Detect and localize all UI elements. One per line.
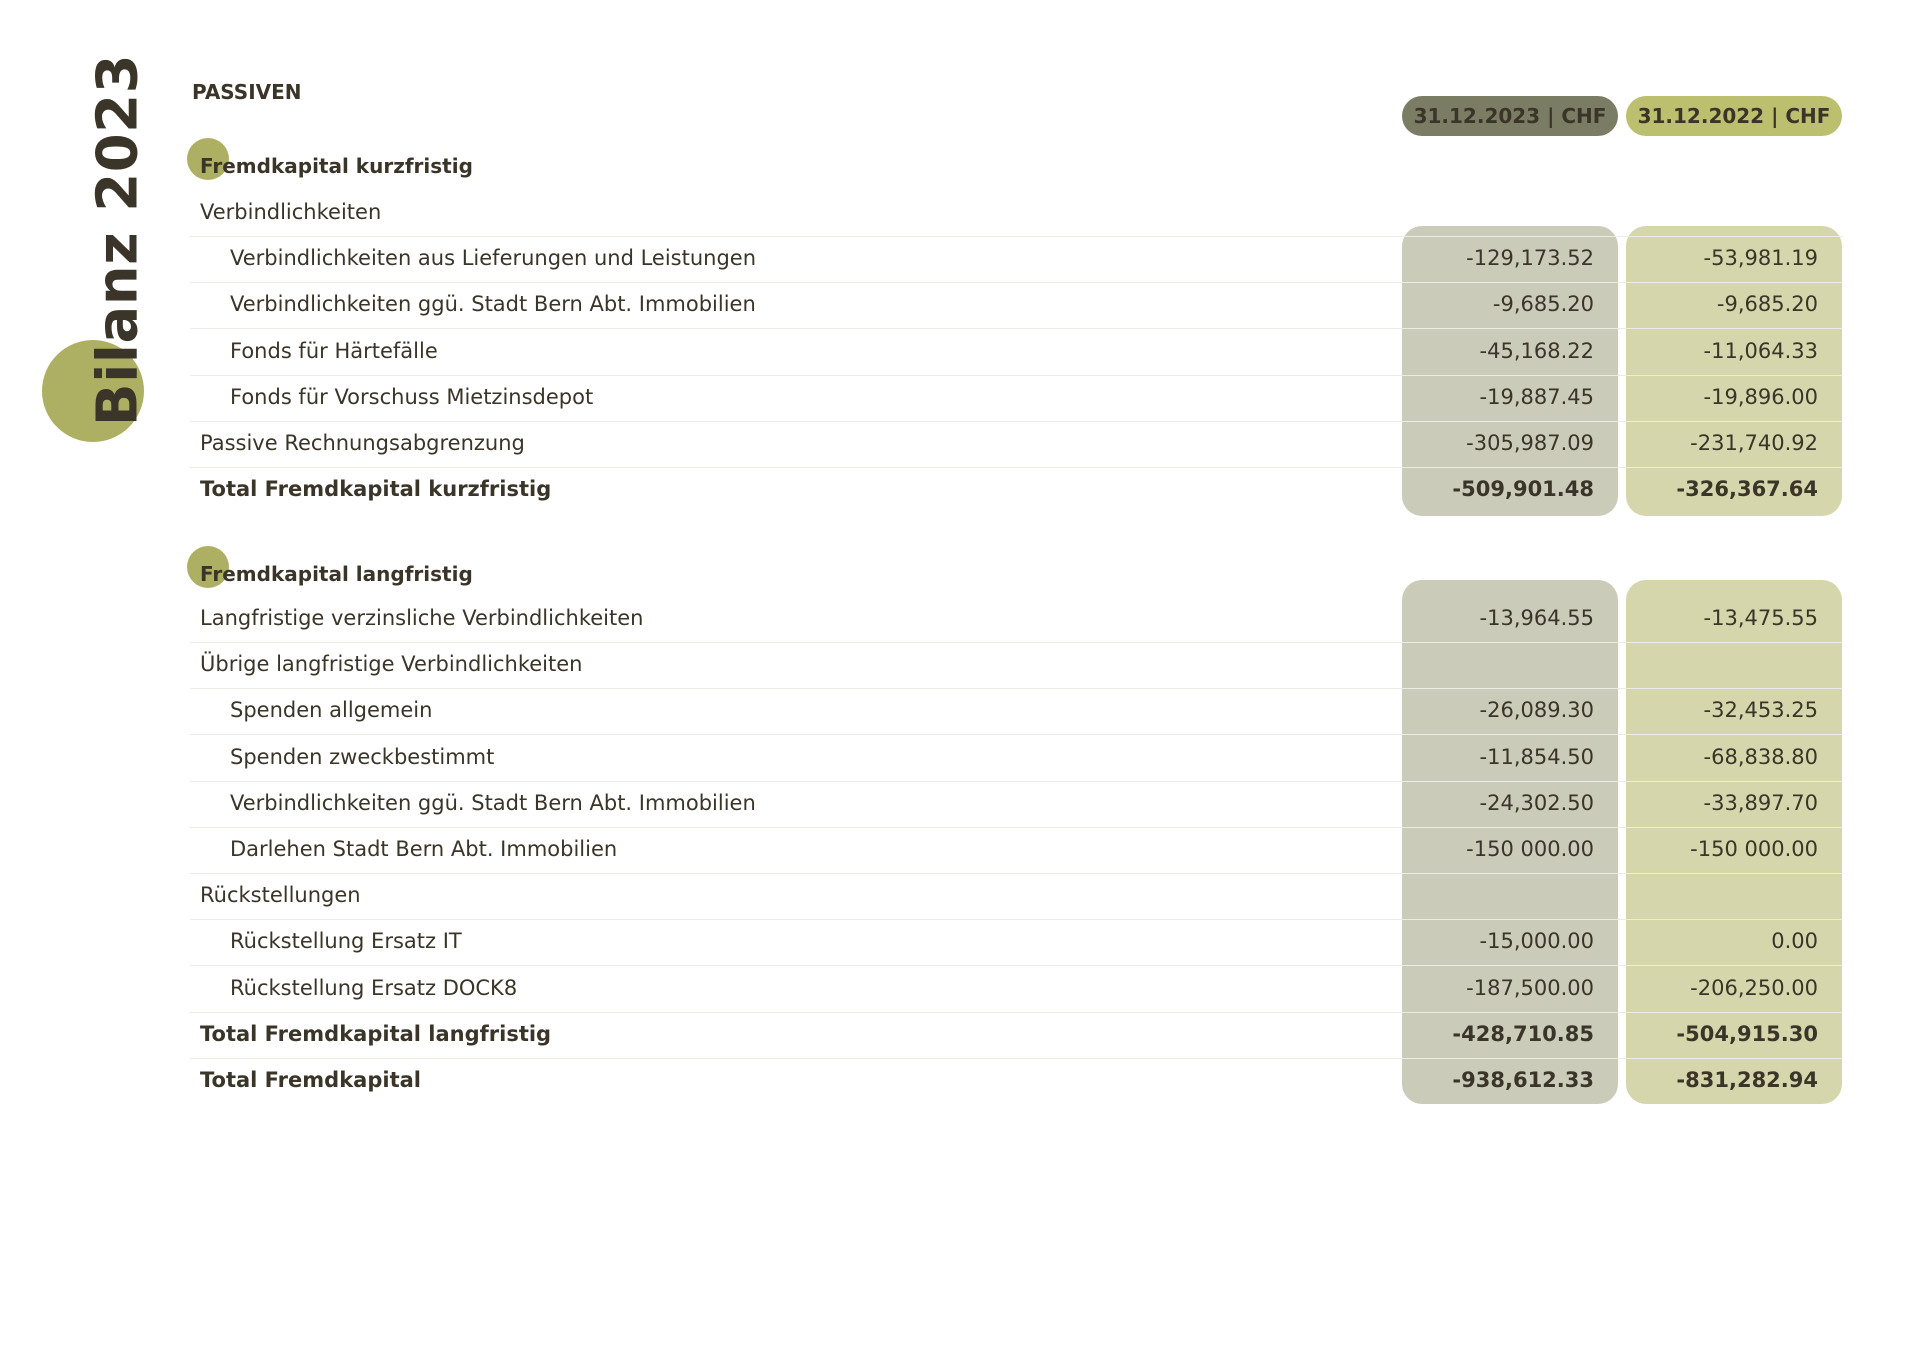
column-header-2022: 31.12.2022 | CHF (1626, 96, 1842, 136)
value-2023: -9,685.20 (1492, 292, 1594, 317)
table-row (190, 781, 1842, 828)
value-2023: -15,000.00 (1479, 929, 1594, 954)
value-2023: -187,500.00 (1466, 975, 1594, 1000)
value-2023: -13,964.55 (1479, 606, 1594, 630)
value-2023: -150 000.00 (1466, 837, 1594, 861)
value-2022: -326,367.64 (1676, 477, 1818, 502)
value-2022: -13,475.55 (1703, 606, 1818, 630)
value-2022: -831,282.94 (1676, 1068, 1818, 1092)
value-2022: -33,897.70 (1703, 790, 1818, 815)
value-2022: -32,453.25 (1703, 698, 1818, 723)
value-2023: -11,854.50 (1479, 744, 1594, 769)
value-2023: -509,901.48 (1452, 477, 1594, 502)
table-row (190, 966, 1842, 1013)
value-2022: -53,981.19 (1703, 246, 1818, 271)
value-2023: -19,887.45 (1479, 384, 1594, 409)
table-row (190, 375, 1842, 422)
table-row (190, 827, 1842, 874)
value-2022: -11,064.33 (1703, 338, 1818, 363)
value-2022: -150 000.00 (1690, 837, 1818, 861)
row-label: Passive Rechnungsabgrenzung (200, 431, 525, 455)
table-row (190, 642, 1842, 689)
value-2023: -938,612.33 (1452, 1068, 1594, 1092)
row-label: Rückstellung Ersatz DOCK8 (230, 975, 518, 1000)
value-2023: -129,173.52 (1466, 246, 1594, 271)
value-2023: -45,168.22 (1479, 338, 1594, 363)
row-label: Verbindlichkeiten aus Lieferungen und Leistungen (230, 246, 757, 271)
row-label: Total Fremdkapital langfristig (200, 1021, 552, 1046)
row-label: Fonds für Härtefälle (230, 338, 438, 363)
table-row (190, 329, 1842, 376)
row-label: Darlehen Stadt Bern Abt. Immobilien (230, 837, 618, 861)
table-row (190, 873, 1842, 920)
sidebar-title: Bilanz 2023 (85, 53, 151, 427)
row-label: Rückstellung Ersatz IT (230, 929, 462, 954)
table-row (190, 688, 1842, 735)
row-label: Langfristige verzinsliche Verbindlichkeiten (200, 606, 644, 630)
value-2022: -68,838.80 (1703, 744, 1818, 769)
row-label: Spenden zweckbestimmt (230, 744, 495, 769)
row-label: Total Fremdkapital kurzfristig (200, 477, 552, 502)
value-2023: -305,987.09 (1466, 431, 1594, 455)
value-2022: -9,685.20 (1716, 292, 1818, 317)
table-row (190, 421, 1842, 468)
column-header-2023: 31.12.2023 | CHF (1402, 96, 1618, 136)
value-2022: -19,896.00 (1703, 384, 1818, 409)
table-row (190, 735, 1842, 782)
row-label: Verbindlichkeiten ggü. Stadt Bern Abt. Immobilien (230, 292, 756, 317)
row-label: Übrige langfristige Verbindlichkeiten (200, 652, 583, 677)
table-row (190, 467, 1842, 513)
value-2023: -26,089.30 (1479, 698, 1594, 723)
value-2022: -231,740.92 (1690, 431, 1818, 455)
value-2022: -206,250.00 (1690, 975, 1818, 1000)
table-row (190, 282, 1842, 329)
row-label: Verbindlichkeiten ggü. Stadt Bern Abt. Immobilien (230, 790, 756, 815)
row-label: Verbindlichkeiten (200, 200, 382, 224)
value-2022: -504,915.30 (1676, 1021, 1818, 1046)
value-2023: -24,302.50 (1479, 790, 1594, 815)
row-label: Fonds für Vorschuss Mietzinsdepot (230, 384, 594, 409)
row-label: Total Fremdkapital (200, 1068, 421, 1092)
group-title-fremdkapital-langfristig: Fremdkapital langfristig (200, 562, 473, 586)
value-2023: -428,710.85 (1452, 1021, 1594, 1046)
table-row (190, 1058, 1842, 1104)
row-label: Rückstellungen (200, 883, 361, 908)
table-row (190, 190, 1842, 237)
table-row (190, 1012, 1842, 1059)
table-row (190, 236, 1842, 283)
section-heading: PASSIVEN (192, 80, 302, 104)
table-row (190, 596, 1842, 643)
table-row (190, 919, 1842, 966)
row-label: Spenden allgemein (230, 698, 433, 723)
value-2022: 0.00 (1771, 929, 1818, 954)
group-title-fremdkapital-kurzfristig: Fremdkapital kurzfristig (200, 154, 473, 178)
